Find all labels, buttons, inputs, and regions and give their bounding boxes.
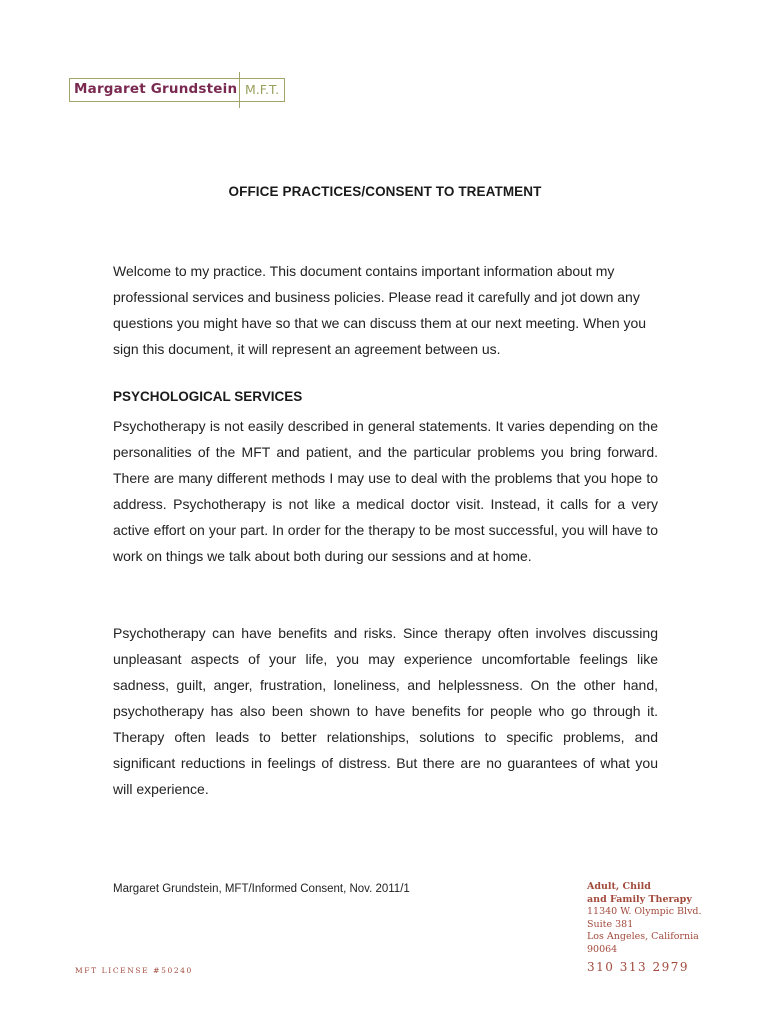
phone-number: 310 313 2979 — [587, 960, 689, 974]
address-line-2: Suite 381 — [587, 918, 634, 930]
benefits-paragraph: Psychotherapy can have benefits and risks. Since therapy often involves discussing unpleasant aspects of your life, you may experience uncomfortable feelings like sadness, guilt, anger, frustration, loneliness, and helplessness. On the other hand, psychotherapy has also been shown to have benefits for people who go through it. Therapy often leads to better relationships, solutions to specific problems, and significant reductions in feelings of distress. But there are no guarantees of what you will experience. — [113, 625, 658, 797]
section-heading: PSYCHOLOGICAL SERVICES — [113, 389, 303, 404]
footer-note: Margaret Grundstein, MFT/Informed Consent, Nov. 2011/1 — [113, 883, 410, 895]
address-line-3: Los Angeles, California — [587, 931, 699, 942]
contact-block — [587, 881, 702, 956]
logo-divider — [239, 72, 240, 108]
document-title: OFFICE PRACTICES/CONSENT TO TREATMENT — [228, 184, 542, 199]
practice-line-2: and Family Therapy — [587, 893, 692, 905]
practice-line-1: Adult, Child — [587, 881, 651, 892]
services-paragraph: Psychotherapy is not easily described in general statements. It varies depending on the personalities of the MFT and patient, and the particular problems you bring forward. There are many different methods I may use to deal with the problems that you hope to address. Psychotherapy is not like a medical doctor visit. Instead, it calls for a very active effort on your part. In order for the therapy to be most successful, you will have to work on things we talk about both during our sessions and at home. — [113, 418, 658, 564]
logo-suffix: M.F.T. — [245, 82, 280, 97]
intro-paragraph: Welcome to my practice. This document contains important information about my professional services and business policies. Please read it carefully and jot down any questions you might have so that we can discuss them at our next meeting. When you sign this document, it will represent an agreement between us. — [113, 263, 647, 357]
address-line-4: 90064 — [587, 943, 618, 955]
logo — [69, 78, 285, 102]
address-line-1: 11340 W. Olympic Blvd. — [587, 906, 702, 917]
license-number: MFT LICENSE #50240 — [75, 966, 193, 975]
logo-name: Margaret Grundstein — [74, 81, 238, 97]
